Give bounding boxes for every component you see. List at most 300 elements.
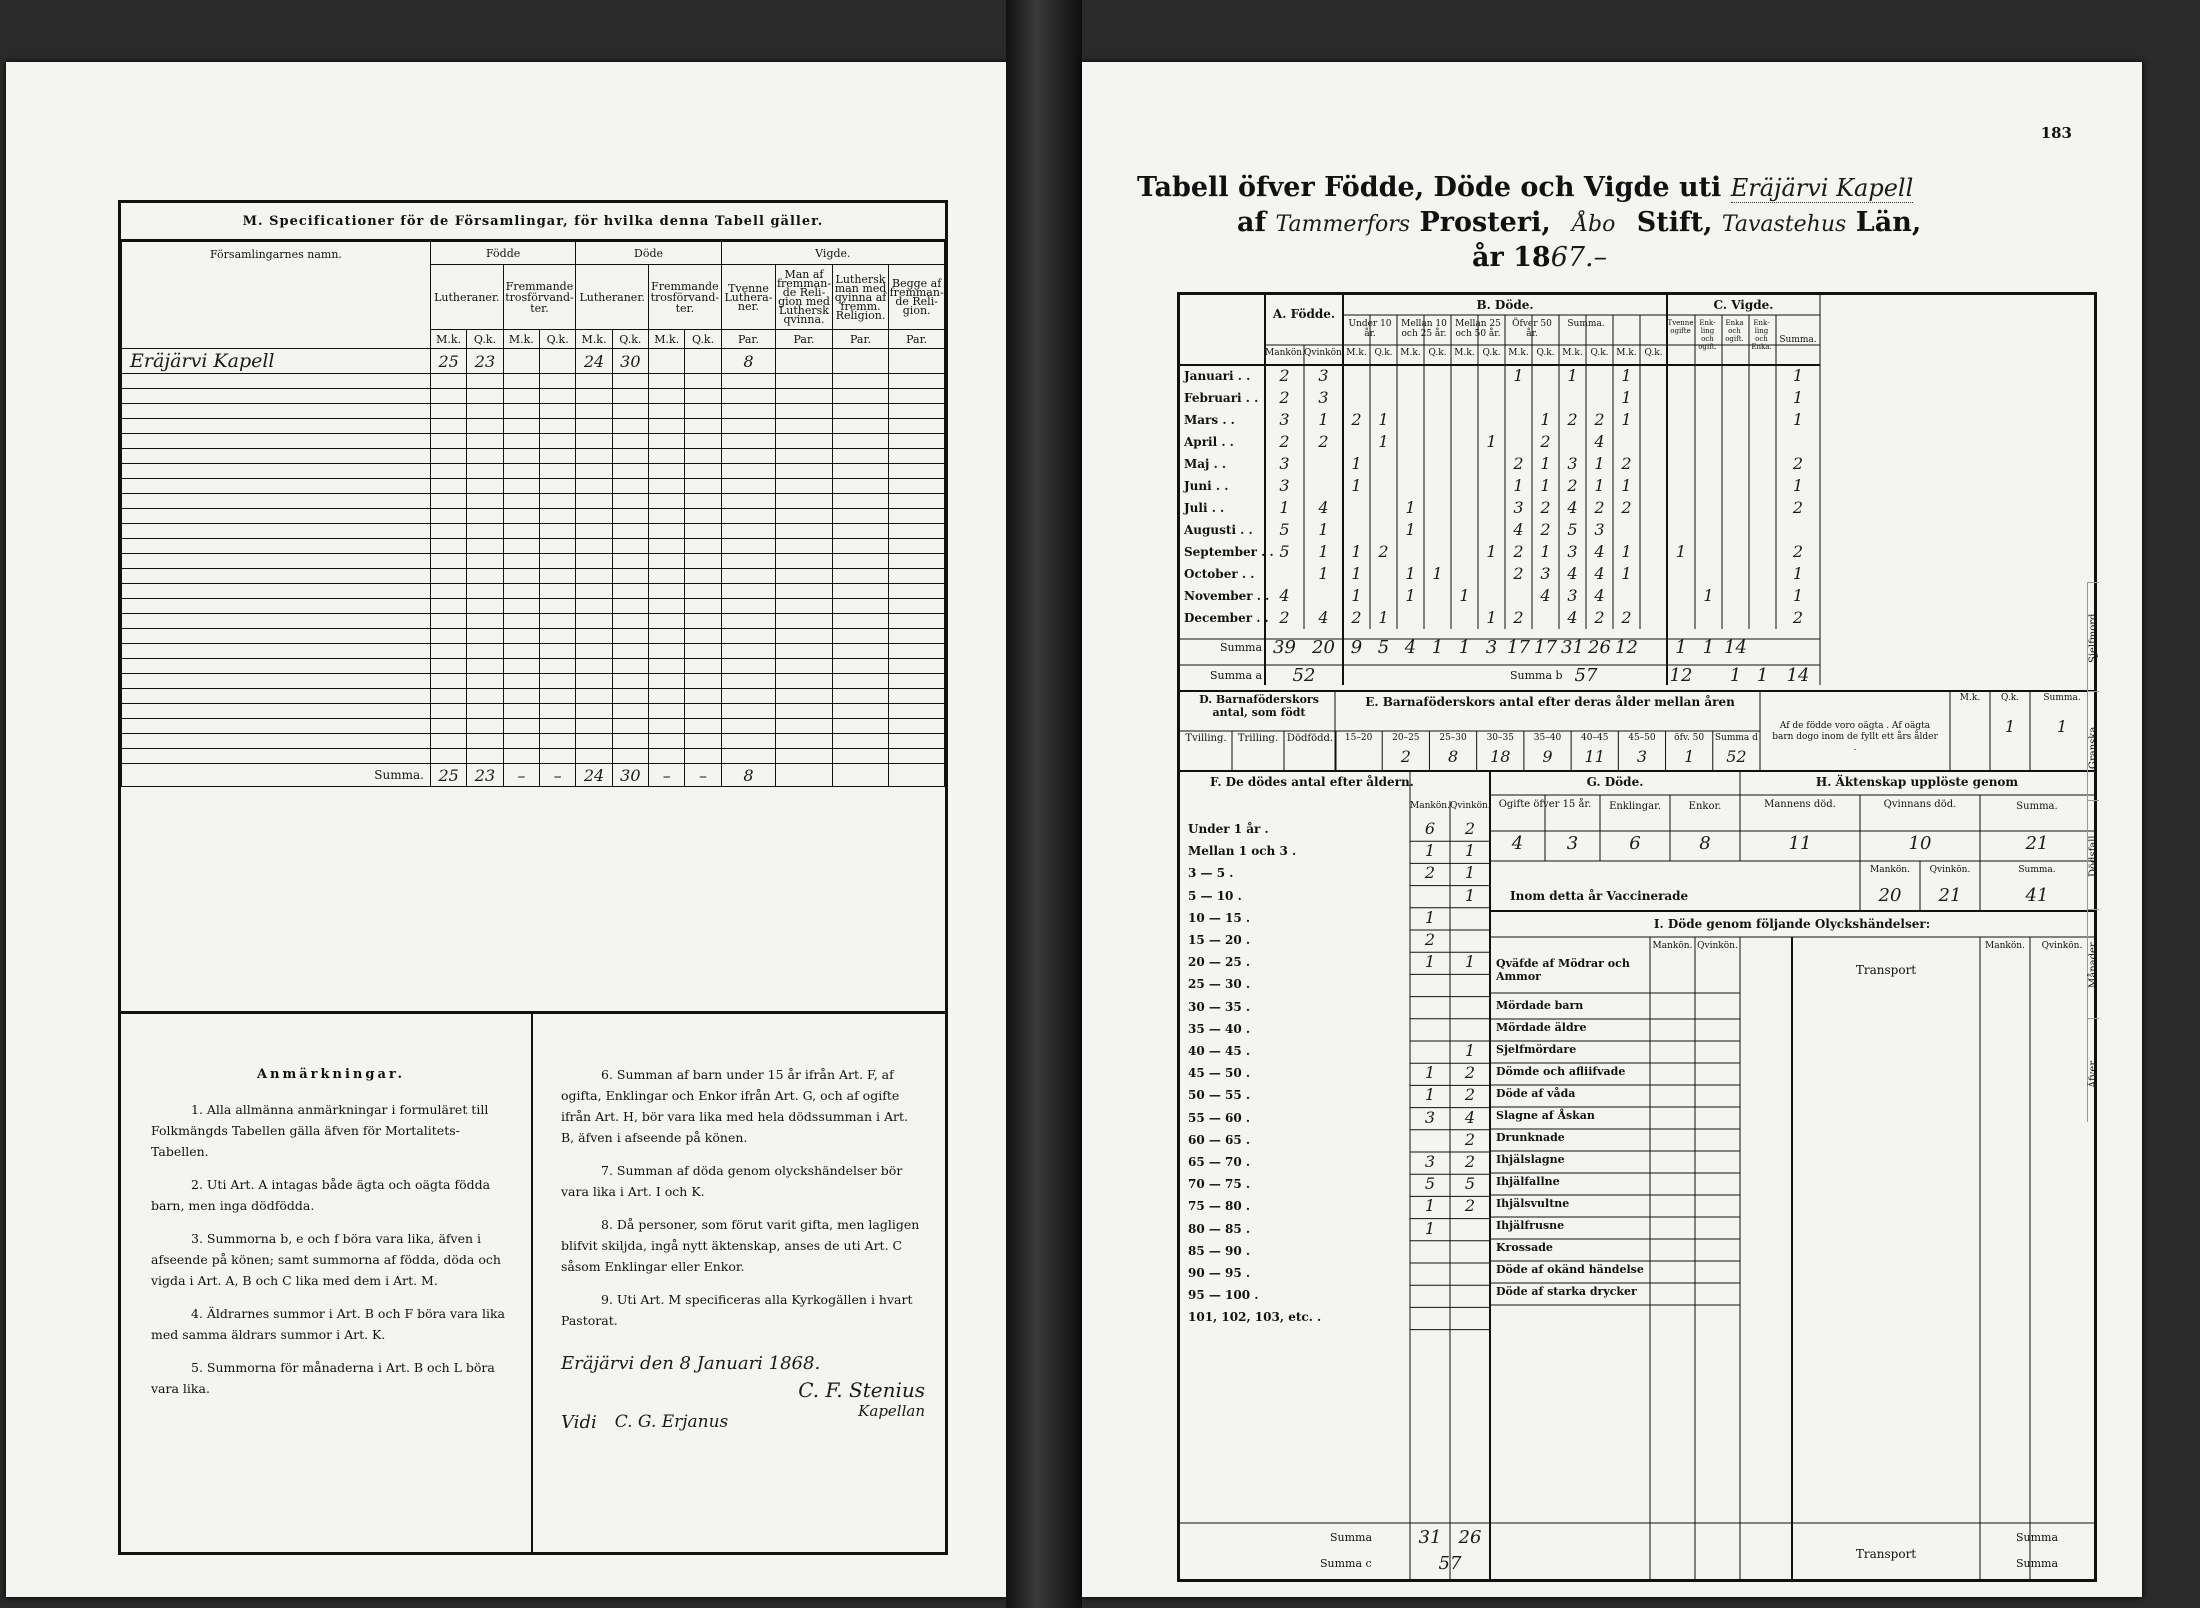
vigde-summa-value: 1 (1792, 410, 1804, 429)
blank-cell (540, 689, 576, 704)
blank-cell (540, 749, 576, 764)
blank-cell (540, 539, 576, 554)
f-age-label: 30 — 35 . (1188, 999, 1251, 1014)
blank-cell (576, 599, 612, 614)
blank-cell (576, 704, 612, 719)
blank-cell (467, 419, 503, 434)
month-value: 3 (1513, 498, 1524, 517)
signature-title: Kapellan (858, 1402, 925, 1420)
blank-cell (540, 719, 576, 734)
blank-cell (467, 704, 503, 719)
blank-cell (576, 404, 612, 419)
summa-value: 31 (1561, 637, 1584, 658)
f-m-value: 1 (1424, 1196, 1436, 1216)
month-value: 1 (1567, 366, 1578, 385)
e-value: 18 (1490, 747, 1511, 766)
blank-cell (776, 629, 833, 644)
f-m-value: 3 (1424, 1152, 1436, 1171)
f-q-value: 1 (1464, 841, 1476, 861)
blank-cell (467, 509, 503, 524)
note-2: 2. Uti Art. A intagas både ägta och oägta födda barn, men inga dödfödda. (151, 1177, 491, 1213)
blank-cell (649, 464, 685, 479)
h-mannens-label: Mannens död. (1764, 799, 1836, 810)
cell-value: 23 (467, 349, 503, 374)
blank-cell (889, 629, 945, 644)
month-value: 4 (1567, 564, 1578, 583)
month-value: 1 (1405, 586, 1416, 605)
month-value: 2 (1351, 410, 1362, 429)
blank-cell (889, 749, 945, 764)
g-ogifte-label: Ogifte öfver 15 år. (1498, 799, 1592, 810)
signature-name: C. F. Stenius (798, 1378, 925, 1402)
summa-value: 1 (1458, 637, 1471, 658)
summa-label: Summa (2015, 1557, 2059, 1570)
month-label: December . . (1184, 611, 1269, 625)
parish-name: Eräjärvi Kapell (122, 349, 431, 374)
blank-cell (503, 374, 539, 389)
month-value: 2 (1594, 410, 1605, 429)
blank-cell (122, 389, 431, 404)
month-value: 2 (1594, 608, 1605, 627)
blank-cell (467, 389, 503, 404)
f-age-label: 95 — 100 . (1188, 1288, 1259, 1303)
blank-cell (685, 449, 721, 464)
month-value: 4 (1513, 520, 1524, 539)
page-number: 183 (2040, 124, 2072, 142)
section-g-title: G. Döde. (1586, 775, 1644, 789)
month-value: 1 (1318, 410, 1329, 429)
vigde-summa-label: Summa. (1779, 335, 1817, 345)
blank-cell (122, 554, 431, 569)
col-lutheraner-dode: Lutheraner. (576, 265, 649, 330)
accident-item: Slagne af Åskan (1496, 1109, 1595, 1122)
blank-cell (776, 569, 833, 584)
blank-cell (540, 614, 576, 629)
month-value: 2 (1318, 432, 1329, 451)
blank-cell (430, 614, 466, 629)
blank-cell (685, 524, 721, 539)
blank-cell (832, 644, 889, 659)
month-value: 3 (1279, 454, 1290, 473)
month-value: 2 (1279, 388, 1290, 407)
month-value: 4 (1567, 608, 1578, 627)
qk-label: Q.k. (1374, 348, 1393, 358)
e-value: 9 (1542, 747, 1553, 766)
blank-cell (721, 644, 776, 659)
month-value: 2 (1567, 476, 1578, 495)
blank-cell (721, 749, 776, 764)
blank-cell (467, 719, 503, 734)
blank-cell (685, 374, 721, 389)
summa-value: 1 (1675, 637, 1687, 658)
blank-cell (122, 629, 431, 644)
blank-cell (540, 479, 576, 494)
blank-row (122, 509, 945, 524)
blank-cell (576, 749, 612, 764)
side-tab: Sjelfmord. (2088, 582, 2099, 691)
blank-cell (832, 569, 889, 584)
blank-cell (503, 434, 539, 449)
blank-cell (540, 419, 576, 434)
blank-cell (540, 629, 576, 644)
month-value: 1 (1351, 476, 1362, 495)
blank-cell (832, 434, 889, 449)
qk-label: Q.k. (540, 330, 576, 349)
blank-cell (685, 389, 721, 404)
blank-cell (430, 419, 466, 434)
f-q-value: 2 (1464, 1063, 1476, 1083)
blank-cell (430, 569, 466, 584)
e-value: 11 (1584, 747, 1605, 766)
blank-cell (122, 689, 431, 704)
blank-cell (467, 689, 503, 704)
summa-value: – (503, 764, 539, 787)
vigde-summa-value: 2 (1792, 498, 1804, 517)
blank-cell (832, 539, 889, 554)
month-value: 1 (1703, 586, 1714, 605)
blank-cell (540, 704, 576, 719)
blank-row (122, 389, 945, 404)
month-value: 1 (1675, 542, 1687, 561)
blank-cell (649, 539, 685, 554)
spec-table (121, 241, 945, 787)
blank-cell (889, 689, 945, 704)
e-age-label: 30–35 (1486, 733, 1514, 743)
mk-label: M.k. (576, 330, 612, 349)
blank-cell (612, 509, 648, 524)
blank-cell (776, 584, 833, 599)
qk-label: Q.k. (1428, 348, 1447, 358)
month-value: 1 (1621, 410, 1632, 429)
title-lan: Län, (1855, 207, 1922, 238)
blank-row (122, 674, 945, 689)
section-i-title: I. Döde genom följande Olyckshändelser: (1653, 917, 1931, 931)
blank-cell (612, 389, 648, 404)
mk-label: M.k. (1508, 348, 1529, 358)
blank-cell (122, 659, 431, 674)
blank-row (122, 584, 945, 599)
form-title (1137, 172, 2117, 273)
blank-cell (649, 434, 685, 449)
blank-cell (576, 629, 612, 644)
summa-c-value: 12 (1669, 665, 1693, 686)
e-age-label: Summa d (1714, 733, 1758, 743)
title-ar: år 18 (1472, 242, 1551, 273)
blank-cell (649, 584, 685, 599)
blank-cell (889, 464, 945, 479)
title-year: 67.– (1550, 242, 1608, 273)
blank-cell (612, 554, 648, 569)
blank-cell (612, 449, 648, 464)
vigde-type-label: Tvenne ogifte (1667, 319, 1694, 335)
section-e-title: E. Barnaföderskors antal efter deras ålder mellan åren (1365, 695, 1735, 709)
blank-cell (576, 449, 612, 464)
blank-cell (467, 659, 503, 674)
blank-cell (122, 749, 431, 764)
blank-cell (430, 674, 466, 689)
blank-cell (467, 374, 503, 389)
title-af: af (1237, 207, 1267, 238)
blank-cell (122, 644, 431, 659)
blank-row (122, 569, 945, 584)
blank-cell (776, 449, 833, 464)
blank-cell (122, 734, 431, 749)
blank-cell (649, 749, 685, 764)
f-q-value: 1 (1464, 952, 1476, 972)
blank-cell (685, 719, 721, 734)
blank-rows (122, 374, 945, 764)
blank-cell (576, 509, 612, 524)
summa-b-label: Summa b (1510, 669, 1563, 682)
f-age-label: 5 — 10 . (1188, 888, 1242, 903)
blank-cell (576, 479, 612, 494)
blank-cell (721, 689, 776, 704)
blank-cell (685, 404, 721, 419)
blank-cell (649, 614, 685, 629)
col-frem: Fremmande trosförvandter. (503, 265, 576, 330)
blank-cell (576, 644, 612, 659)
blank-cell (540, 569, 576, 584)
note-4: 4. Äldrarnes summor i Art. B och F böra vara lika med samma äldrars summor i Art. K. (151, 1306, 505, 1342)
blank-cell (649, 449, 685, 464)
col-frem-dode: Fremmande trosförvandter. (649, 265, 722, 330)
summa-value: 3 (1485, 637, 1498, 658)
blank-cell (540, 659, 576, 674)
signature-place: Eräjärvi den 8 Januari 1868. (561, 1353, 821, 1374)
blank-cell (776, 719, 833, 734)
vacc-value: 21 (1938, 885, 1962, 906)
blank-row (122, 464, 945, 479)
blank-row (122, 719, 945, 734)
blank-cell (612, 629, 648, 644)
blank-cell (889, 569, 945, 584)
blank-cell (649, 674, 685, 689)
col-lutheraner: Lutheraner. (430, 265, 503, 330)
blank-cell (503, 614, 539, 629)
month-label: Juni . . (1184, 479, 1229, 493)
blank-cell (889, 674, 945, 689)
qk-label: Q.k. (467, 330, 503, 349)
blank-cell (467, 644, 503, 659)
blank-cell (685, 689, 721, 704)
f-summa-label: Summa (1330, 1531, 1373, 1544)
blank-row (122, 614, 945, 629)
f-age-label: 90 — 95 . (1188, 1266, 1251, 1280)
blank-cell (503, 629, 539, 644)
note-3: 3. Summorna b, e och f böra vara lika, äfven i afseende på könen; samt summorna af födda, döda och vigda i Art. A, B och C lika med dem i Art. M. (151, 1231, 501, 1288)
cell-value: 30 (612, 349, 648, 374)
blank-cell (776, 734, 833, 749)
accident-item: Döde af våda (1496, 1087, 1576, 1100)
vidi-label: Vidi (561, 1412, 597, 1433)
blank-cell (576, 434, 612, 449)
blank-cell (430, 509, 466, 524)
blank-cell (430, 554, 466, 569)
month-value: 1 (1513, 476, 1524, 495)
f-age-label: 75 — 80 . (1188, 1199, 1251, 1214)
blank-cell (430, 704, 466, 719)
blank-row (122, 629, 945, 644)
col-man-af: Man af fremmande Religion med Luthersk qvinna. (776, 265, 833, 330)
blank-cell (430, 629, 466, 644)
blank-row (122, 659, 945, 674)
month-label: Januari . . (1184, 369, 1251, 383)
blank-cell (832, 509, 889, 524)
blank-cell (776, 539, 833, 554)
blank-cell (503, 584, 539, 599)
cell-value (889, 349, 945, 374)
e-age-label: öfv. 50 (1674, 733, 1705, 743)
month-value: 1 (1432, 564, 1443, 583)
blank-cell (612, 539, 648, 554)
blank-cell (576, 539, 612, 554)
blank-cell (721, 509, 776, 524)
blank-cell (467, 464, 503, 479)
f-summa-c: 57 (1438, 1553, 1462, 1574)
age-group-label: Under 10 år. (1348, 319, 1392, 339)
note-5: 5. Summorna för månaderna i Art. B och L böra vara lika. (151, 1360, 495, 1396)
blank-cell (612, 704, 648, 719)
blank-cell (467, 629, 503, 644)
blank-cell (776, 464, 833, 479)
qk-label: Q.k. (612, 330, 648, 349)
f-age-label: Under 1 år . (1188, 822, 1269, 836)
accident-item: Ihjälfallne (1496, 1175, 1560, 1188)
col-dode: Döde (576, 242, 721, 265)
col-fodde: Födde (430, 242, 575, 265)
parish-row (122, 349, 945, 374)
f-summa-c-label: Summa c (1320, 1557, 1372, 1570)
blank-cell (776, 644, 833, 659)
mk-label: M.k. (1400, 348, 1421, 358)
f-q-value: 1 (1464, 885, 1476, 905)
g-value: 4 (1511, 833, 1524, 854)
blank-cell (889, 584, 945, 599)
f-age-label: 15 — 20 . (1188, 933, 1251, 947)
blank-cell (503, 449, 539, 464)
blank-cell (122, 479, 431, 494)
section-b-title: B. Döde. (1476, 298, 1534, 312)
vigde-summa-value: 2 (1792, 542, 1804, 561)
blank-cell (612, 434, 648, 449)
blank-cell (122, 524, 431, 539)
f-m-value: 5 (1424, 1174, 1436, 1194)
f-age-label: 55 — 60 . (1188, 1110, 1251, 1125)
blank-cell (467, 614, 503, 629)
month-value: 1 (1540, 476, 1551, 495)
summa-a-label: Summa a (1210, 669, 1263, 682)
blank-cell (122, 494, 431, 509)
vigde-summa-value: 1 (1792, 388, 1804, 407)
blank-cell (649, 644, 685, 659)
blank-cell (576, 614, 612, 629)
blank-cell (776, 614, 833, 629)
d-label: Dödfödd. (1286, 733, 1334, 744)
blank-cell (540, 389, 576, 404)
qk-label: Q.k. (2000, 693, 2020, 703)
vigde-type-label: Enkling och Enka. (1751, 319, 1772, 351)
blank-cell (122, 584, 431, 599)
mk-label: M.k. (649, 330, 685, 349)
blank-cell (430, 464, 466, 479)
accident-item: Drunknade (1496, 1131, 1565, 1144)
blank-cell (776, 434, 833, 449)
blank-row (122, 644, 945, 659)
f-age-label: 45 — 50 . (1188, 1066, 1251, 1081)
blank-cell (430, 659, 466, 674)
summa-label: Summa. (2043, 693, 2081, 703)
blank-cell (721, 569, 776, 584)
blank-cell (776, 479, 833, 494)
blank-cell (576, 569, 612, 584)
qvinkon-label: Qvinkön. (1697, 941, 1738, 951)
blank-cell (430, 749, 466, 764)
blank-cell (721, 419, 776, 434)
h-value: 21 (2025, 833, 2049, 854)
f-age-label: 25 — 30 . (1188, 977, 1251, 992)
summa-row (122, 764, 945, 787)
month-value: 1 (1405, 520, 1416, 539)
blank-cell (649, 629, 685, 644)
blank-cell (889, 734, 945, 749)
blank-cell (503, 389, 539, 404)
blank-cell (612, 479, 648, 494)
blank-cell (430, 584, 466, 599)
f-m-value: 1 (1424, 1063, 1436, 1083)
note-9: 9. Uti Art. M specificeras alla Kyrkogällen i hvart Pastorat. (561, 1292, 913, 1328)
blank-cell (467, 599, 503, 614)
month-value: 1 (1540, 454, 1551, 473)
blank-cell (721, 464, 776, 479)
mankon-label: Mankön. (1265, 348, 1305, 358)
blank-row (122, 524, 945, 539)
summa-value: – (540, 764, 576, 787)
f-summa-m: 31 (1418, 1527, 1442, 1548)
blank-row (122, 689, 945, 704)
summa-c-value: 14 (1786, 665, 1810, 686)
e-value: 52 (1726, 747, 1747, 766)
blank-row (122, 494, 945, 509)
notes-left (121, 1014, 533, 1554)
accident-item: Ihjälslagne (1496, 1153, 1565, 1166)
cell-value (776, 349, 833, 374)
f-m-value: 1 (1424, 1085, 1436, 1105)
cell-value: 8 (721, 349, 776, 374)
blank-cell (612, 689, 648, 704)
f-m-value: 1 (1424, 841, 1436, 861)
accident-item: Ihjälsvultne (1496, 1197, 1570, 1210)
blank-cell (430, 389, 466, 404)
qvinkon-label: Qvinkön. (1304, 348, 1345, 358)
month-value: 1 (1540, 410, 1551, 429)
month-value: 2 (1378, 542, 1389, 561)
f-m-value: 1 (1424, 952, 1436, 972)
blank-cell (649, 689, 685, 704)
mk-label: M.k. (430, 330, 466, 349)
blank-cell (889, 404, 945, 419)
f-q-value: 2 (1464, 819, 1476, 838)
month-value: 2 (1513, 542, 1524, 561)
blank-cell (430, 494, 466, 509)
month-value: 4 (1594, 432, 1605, 451)
note-1: 1. Alla allmänna anmärkningar i formuläret till Folkmängds Tabellen gälla äfven för Mortalitets-Tabellen. (151, 1102, 489, 1159)
blank-cell (776, 509, 833, 524)
blank-cell (612, 674, 648, 689)
blank-cell (430, 689, 466, 704)
blank-cell (685, 569, 721, 584)
blank-cell (503, 734, 539, 749)
summa-a-value: 52 (1292, 665, 1316, 686)
